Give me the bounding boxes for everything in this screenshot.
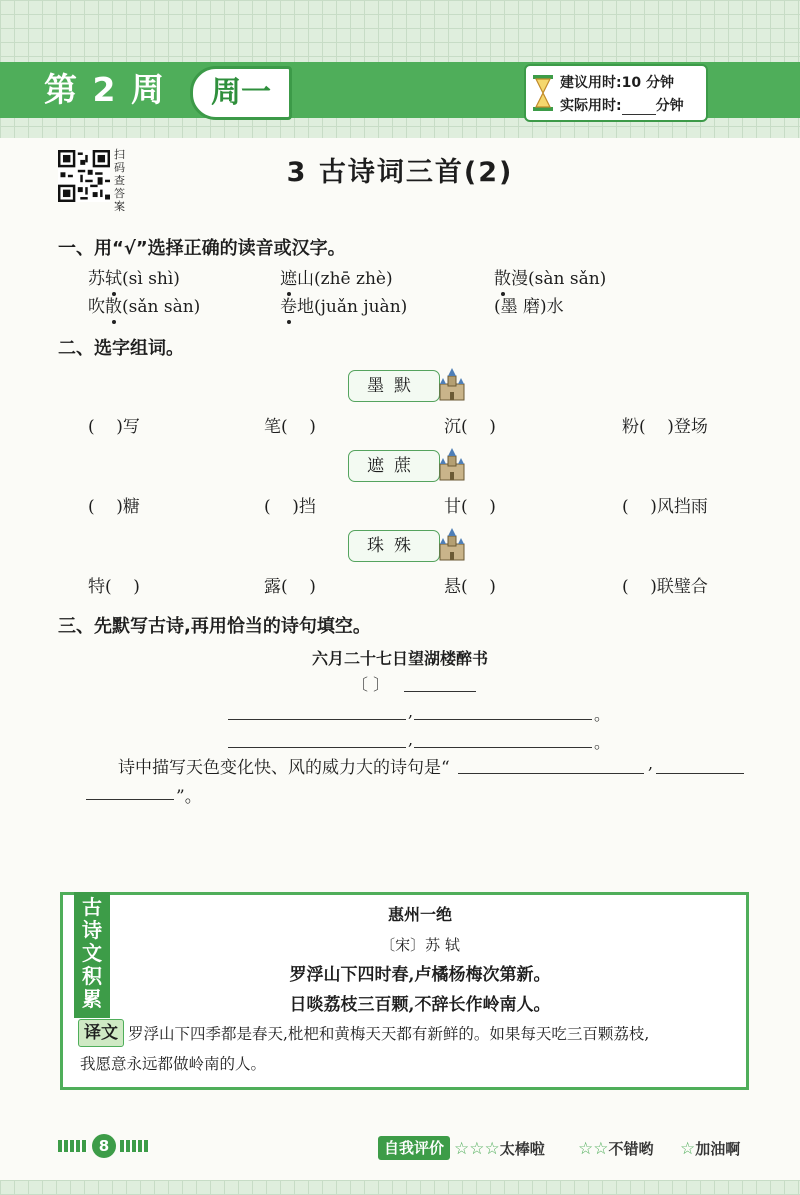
item-options[interactable]: (sǎn sàn) — [122, 297, 201, 317]
author-bracket: 〔 〕 — [352, 675, 390, 694]
word-blank[interactable]: ( )联璧合 — [622, 577, 708, 597]
eval-option-good[interactable] — [578, 1138, 654, 1159]
word-blank[interactable]: 粉( )登场 — [622, 417, 708, 437]
item-pre: 吹 — [88, 297, 105, 317]
question-text: 诗中描写天色变化快、风的威力大的诗句是“ — [118, 758, 450, 778]
eval-label: 不错哟 — [608, 1140, 654, 1158]
actual-time-label: 实际用时: — [560, 98, 622, 114]
translation-line: 我愿意永远都做岭南的人。 — [80, 1055, 267, 1073]
castle-icon — [438, 526, 466, 562]
acc-poem-title: 惠州一绝 — [387, 905, 452, 924]
period: 。 — [594, 705, 611, 724]
item-options[interactable]: 地(juǎn juàn) — [297, 297, 408, 317]
char-choice-chip: 墨默 — [348, 370, 440, 402]
page-number — [58, 1134, 146, 1160]
actual-time — [560, 95, 684, 115]
suggested-time: 建议用时:10 分钟 — [560, 75, 674, 91]
day-tab: 周一 — [190, 66, 292, 120]
translation-tag: 译文 — [78, 1019, 124, 1047]
item-options[interactable]: 山(zhē zhè) — [297, 269, 393, 289]
actual-time-unit: 分钟 — [655, 98, 684, 114]
dotted-char: 散 — [494, 264, 511, 289]
comma: , — [408, 730, 414, 749]
pinyin-item — [280, 264, 393, 289]
footer-grid-background — [0, 1180, 800, 1195]
item-pre: 苏 — [88, 269, 105, 289]
char-choice-chip: 珠殊 — [348, 530, 440, 562]
eval-label: 太棒啦 — [499, 1140, 545, 1158]
pinyin-item — [494, 292, 564, 317]
answer-blank[interactable] — [86, 798, 174, 800]
section2-heading: 二、选字组词。 — [58, 338, 184, 359]
pinyin-item — [494, 264, 606, 289]
item-options[interactable]: 漫(sàn sǎn) — [511, 269, 607, 289]
dotted-char: 卷 — [280, 292, 297, 317]
section3-heading: 三、先默写古诗,再用恰当的诗句填空。 — [58, 616, 371, 637]
castle-icon — [438, 366, 466, 402]
eval-option-keep-going[interactable] — [680, 1138, 740, 1159]
word-blank[interactable]: ( )挡 — [264, 497, 316, 517]
dotted-char: 遮 — [280, 264, 297, 289]
word-blank[interactable]: 特( ) — [88, 577, 140, 597]
answer-blank[interactable] — [458, 772, 644, 774]
eval-label: 加油啊 — [695, 1140, 741, 1158]
time-box — [524, 64, 708, 122]
word-blank[interactable]: 露( ) — [264, 577, 316, 597]
acc-poem-author: 〔宋〕苏 轼 — [380, 936, 460, 954]
dotted-char: 轼 — [105, 264, 122, 289]
page-number-value: 8 — [92, 1134, 116, 1158]
question-end: ”。 — [176, 787, 202, 807]
star-icon: ☆☆ — [578, 1139, 609, 1159]
word-blank[interactable]: ( )糖 — [88, 497, 140, 517]
word-blank[interactable]: ( )风挡雨 — [622, 497, 708, 517]
word-blank[interactable]: 悬( ) — [444, 577, 496, 597]
star-icon: ☆ — [680, 1139, 696, 1159]
poem-line-blank[interactable] — [228, 718, 406, 720]
comma: , — [408, 702, 414, 721]
page-deco-right — [120, 1140, 150, 1152]
page-deco-left — [58, 1140, 88, 1152]
item-options[interactable]: (sì shì) — [122, 269, 180, 289]
eval-option-great[interactable] — [454, 1138, 545, 1159]
word-blank[interactable]: ( )写 — [88, 417, 140, 437]
poem-line-blank[interactable] — [414, 718, 592, 720]
word-blank[interactable]: 沉( ) — [444, 417, 496, 437]
translation-line: 罗浮山下四季都是春天,枇杷和黄梅天天都有新鲜的。如果每天吃三百颗荔枝, — [128, 1025, 650, 1043]
week-label: 第 2 周 — [44, 70, 166, 109]
castle-icon — [438, 446, 466, 482]
word-blank[interactable]: 笔( ) — [264, 417, 316, 437]
word-blank[interactable]: 甘( ) — [444, 497, 496, 517]
author-blank[interactable] — [404, 690, 476, 692]
dotted-char: 散 — [105, 292, 122, 317]
hourglass-icon — [532, 74, 554, 112]
qr-label: 扫码查答案 — [114, 148, 125, 213]
poem-title: 六月二十七日望湖楼醉书 — [311, 649, 488, 668]
poem-line-blank[interactable] — [414, 746, 592, 748]
star-icon: ☆☆☆ — [454, 1139, 500, 1159]
self-eval-label: 自我评价 — [378, 1136, 450, 1160]
accumulation-tag: 古诗文积累 — [74, 892, 110, 1018]
page-title: 3 古诗词三首(2) — [286, 157, 514, 188]
acc-poem-line: 罗浮山下四时春,卢橘杨梅次第新。 — [289, 965, 551, 985]
period: 。 — [594, 733, 611, 752]
pinyin-item — [280, 292, 407, 317]
answer-blank[interactable] — [656, 772, 744, 774]
actual-time-blank[interactable] — [622, 100, 656, 115]
acc-poem-line: 日啖荔枝三百颗,不辞长作岭南人。 — [289, 995, 551, 1015]
item-options[interactable]: (墨 磨)水 — [494, 297, 564, 317]
pinyin-item — [88, 264, 180, 289]
pinyin-item — [88, 292, 200, 317]
comma: , — [648, 754, 654, 773]
section1-heading: 一、用“√”选择正确的读音或汉字。 — [58, 238, 346, 259]
char-choice-chip: 遮蔗 — [348, 450, 440, 482]
poem-line-blank[interactable] — [228, 746, 406, 748]
